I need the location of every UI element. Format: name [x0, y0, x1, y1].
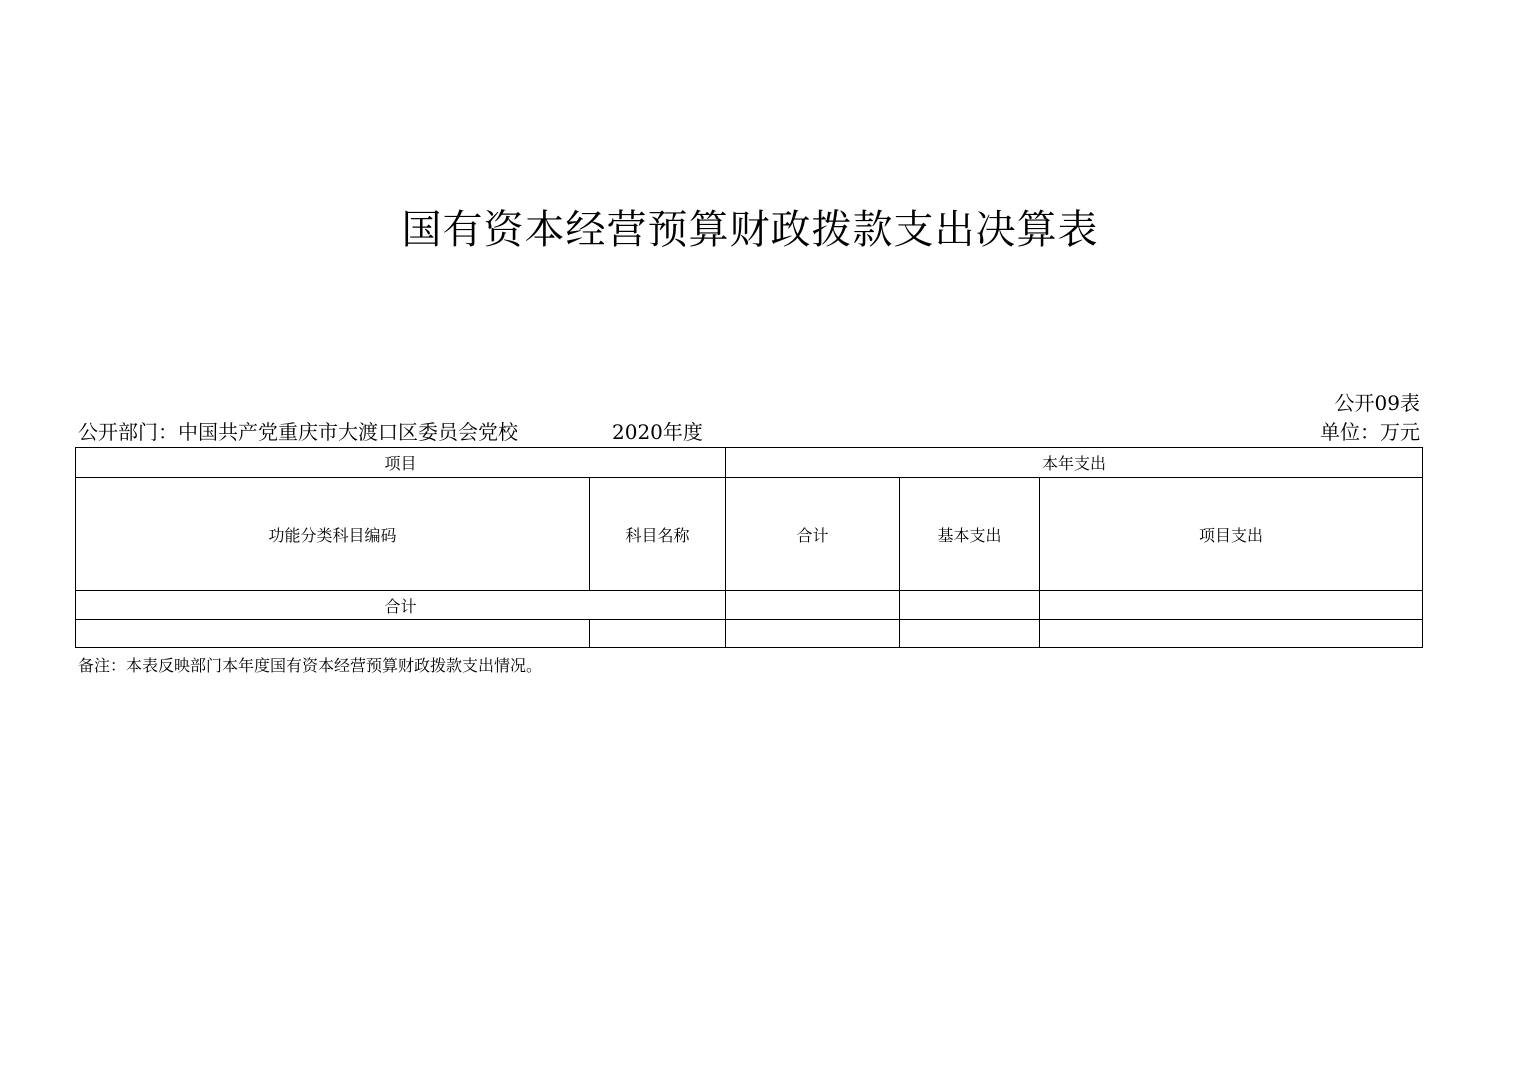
- table-total-row: [76, 591, 1423, 620]
- column-header-code: 功能分类科目编码: [76, 478, 590, 591]
- form-number: 公开09表: [1334, 391, 1420, 415]
- table-note: 备注：本表反映部门本年度国有资本经营预算财政拨款支出情况。: [78, 656, 543, 675]
- table-cell: [590, 620, 726, 648]
- table-cell: [726, 620, 900, 648]
- table-cell: [900, 620, 1040, 648]
- header-item-group: 项目: [76, 448, 726, 478]
- total-row-label: 合计: [76, 591, 726, 620]
- column-header-project: 项目支出: [1040, 478, 1423, 591]
- total-row-total-cell: [726, 591, 900, 620]
- table-header-group-row: [76, 448, 1423, 478]
- total-row-project-cell: [1040, 591, 1423, 620]
- department-label: 公开部门：中国共产党重庆市大渡口区委员会党校: [78, 420, 518, 444]
- column-header-basic: 基本支出: [900, 478, 1040, 591]
- table-header-columns-row: [76, 478, 1423, 591]
- table-cell: [1040, 620, 1423, 648]
- column-header-name: 科目名称: [590, 478, 726, 591]
- total-row-basic-cell: [900, 591, 1040, 620]
- header-current-year-expenditure: 本年支出: [726, 448, 1423, 478]
- fiscal-year: 2020年度: [612, 420, 703, 444]
- table-cell: [76, 620, 590, 648]
- document-title: 国有资本经营预算财政拨款支出决算表: [401, 207, 1099, 253]
- table-row: [76, 620, 1423, 648]
- currency-unit: 单位：万元: [1320, 420, 1420, 444]
- expenditure-table: [75, 447, 1423, 648]
- column-header-total: 合计: [726, 478, 900, 591]
